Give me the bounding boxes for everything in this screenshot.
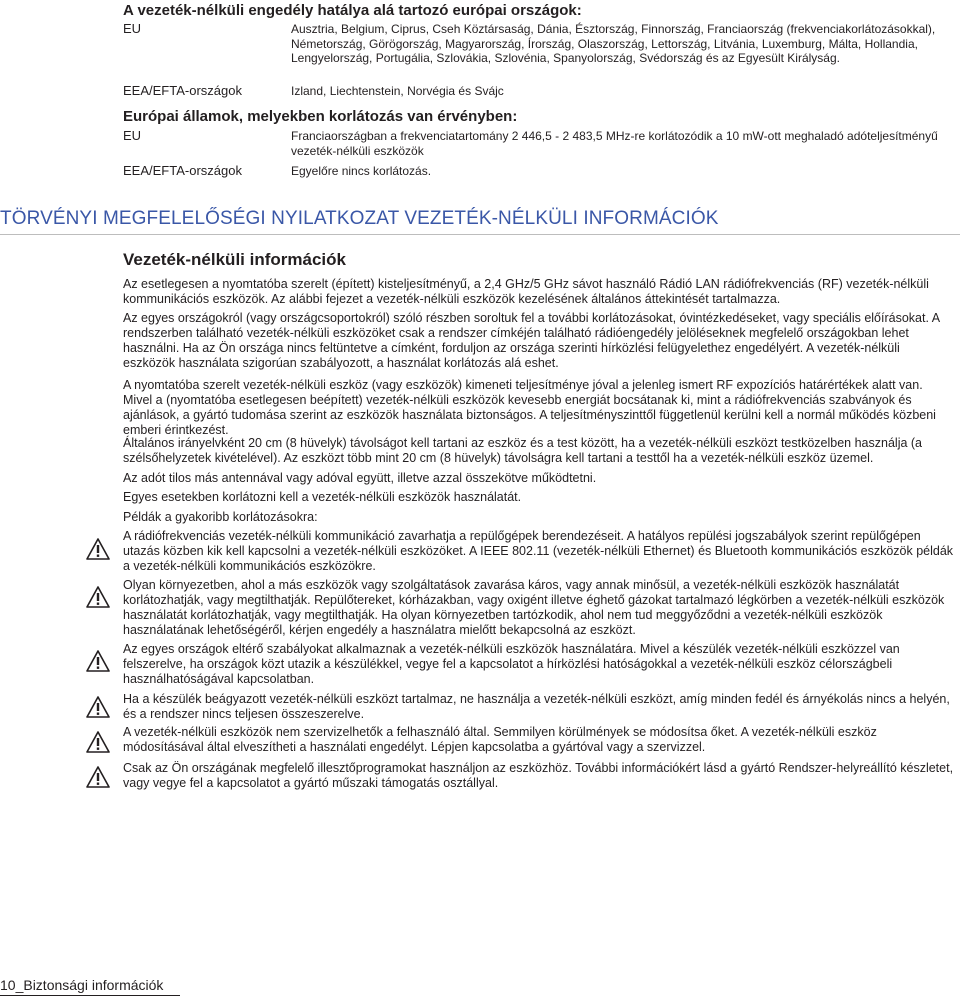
- section2-title: Európai államok, melyekben korlátozás van érvényben:: [123, 108, 518, 125]
- warning-icon: [86, 538, 110, 560]
- paragraph: A nyomtatóba szerelt vezeték-nélküli eszköz (vagy eszközök) kimeneti teljesítménye jóval a jelenleg ismert RF expozíciós határértékek alatt van. Mivel a (nyomtatóba esetlegesen beépített) vezeték-nélküli eszközök kevesebb energiát bocsátanak ki, mint a rádiófrekvenciás szabványok és ajánlások, a gyártó tudomása szerint az eszközök használata biztonságos. A teljesítményszinttől függetlenül kerülni kell a normál működés közbeni emberi érintkezést.: [123, 378, 936, 437]
- warning-text: Csak az Ön országának megfelelő illesztőprogramokat használjon az eszközhöz. További információkért lásd a gyártó Rendszer-helyreállító készletet, vagy vegye fel a kapcsolatot a gyártó műszaki támogatás osztállyal.: [123, 761, 954, 790]
- row-value: Franciaországban a frekvenciatartomány 2 446,5 - 2 483,5 MHz-re korlátozódik a 10 mW-ott meghaladó adóteljesítményű vezeték-nélküli eszközök: [291, 129, 938, 158]
- main-title: TÖRVÉNYI MEGFELELŐSÉGI NYILATKOZAT VEZETÉK-NÉLKÜLI INFORMÁCIÓK: [0, 208, 719, 229]
- row-key: EU: [123, 128, 142, 143]
- wireless-heading: Vezeték-nélküli információk: [123, 250, 346, 269]
- warning-icon: [86, 731, 110, 753]
- paragraph: Az esetlegesen a nyomtatóba szerelt (épített) kisteljesítményű, a 2,4 GHz/5 GHz sávot használó Rádió LAN rádiófrekvenciás (RF) vezeték-nélküli kommunikációs eszközök. Az alábbi fejezet a vezeték-nélküli eszközök kezelésének általános áttekintését tartalmazza.: [123, 277, 929, 306]
- warning-text: A rádiófrekvenciás vezeték-nélküli kommunikáció zavarhatja a repülőgépek berendezéseit. A hatályos repülési jogszabályok szerint repülőgépen utazás közben kik kell kapcsolni a vezeték-nélküli eszközöket. A IEEE 802.11 (vezeték-nélküli Ethernet) és Bluetooth kommunikációs eszközök példák a vezeték-nélküli kommunikációs eszközökre.: [123, 529, 954, 573]
- row-value: Ausztria, Belgium, Ciprus, Cseh Köztársaság, Dánia, Észtország, Finnország, Franciaország (frekvenciakorlátozásokkal), Németország, Görögország, Magyarország, Írország, Olaszország, Lettország, Litvánia, Luxemburg, Málta, Hollandia, Lengyelország, Portugália, Szlovákia, Szlovénia, Spanyolország, Svédország és az Egyesült Királyság.: [291, 22, 936, 65]
- paragraph: Az adót tilos más antennával vagy adóval együtt, illetve azzal összekötve működtetni.: [123, 471, 597, 485]
- warning-text: Ha a készülék beágyazott vezeték-nélküli eszközt tartalmaz, ne használja a vezeték-nélküli eszközt, amíg minden fedél és árnyékolás nincs a helyén, és a rendszer nincs teljesen összeszerelve.: [123, 692, 950, 721]
- title-divider: [0, 234, 960, 235]
- paragraph: Az egyes országokról (vagy országcsoportokról) szóló részben soroltuk fel a további korlátozásokat, óvintézkedéseket, vagy speciális előírásokat. A rendszerben található vezeték-nélküli eszközöket csak a rendszer címkéjén található rádióengedély jelöléseknek megfelelő országokban lehet használni. Ha az Ön országa nincs feltüntetve a címként, forduljon az országa szerinti hírközlési felügyelethez engedélyért. A vezeték-nélküli eszközök használata szigorúan szabályozott, a használat korlátozás alá eshet.: [123, 311, 940, 370]
- warning-icon: [86, 696, 110, 718]
- row-value: Egyelőre nincs korlátozás.: [291, 164, 432, 178]
- row-key: EU: [123, 21, 142, 36]
- paragraph: Egyes esetekben korlátozni kell a vezeték-nélküli eszközök használatát.: [123, 490, 522, 504]
- warning-text: Az egyes országok eltérő szabályokat alkalmaznak a vezeték-nélküli eszközök használatára. Mivel a készülék vezeték-nélküli eszközzel van felszerelve, ha országok közt utazik a készülékkel, vegye fel a kapcsolatot a hírközlési hatóságokkal a vezeték-nélküli eszköz célországbeli használhatóságával kapcsolatban.: [123, 642, 900, 686]
- row-key: EEA/EFTA-országok: [123, 83, 242, 98]
- paragraph: Általános irányelvként 20 cm (8 hüvelyk) távolságot kell tartani az eszköz és a test között, ha a vezeték-nélküli eszközt testközelben használja (a szélsőhelyzetek kivételével). Az eszközt több mint 20 cm (8 hüvelyk) távolságra kell tartani a testtől ha a vezeték-nélküli eszköz üzemel.: [123, 436, 923, 465]
- warning-icon: [86, 586, 110, 608]
- paragraph: Példák a gyakoribb korlátozásokra:: [123, 510, 318, 524]
- row-value: Izland, Liechtenstein, Norvégia és Svájc: [291, 84, 504, 98]
- page-footer: 10_Biztonsági információk: [0, 977, 164, 993]
- warning-text: A vezeték-nélküli eszközök nem szervizelhetők a felhasználó által. Semmilyen körülmények se módosítsa őket. A vezeték-nélküli eszköz módosításával által elveszítheti a használati engedélyt. Lépjen kapcsolatba a gyártóval vagy a szervizzel.: [123, 725, 877, 754]
- warning-icon: [86, 650, 110, 672]
- section1-title: A vezeték-nélküli engedély hatálya alá tartozó európai országok:: [123, 2, 582, 19]
- warning-icon: [86, 766, 110, 788]
- warning-text: Olyan környezetben, ahol a más eszközök vagy szolgáltatások zavarása káros, vagy annak minősül, a vezeték-nélküli eszközök használatát korlátozhatják, vagy megtilthatják. Repülőtereket, kórházakban, vagy oxigént illetve éghető gázokat tartalmazó légkörben a vezeték-nélküli eszközök használatát korlátozhatják, vagy megtilthatják. Ha olyan környezetben tartózkodik, ahol nem tud meggyőződni a vezeték-nélküli eszközök használatának lehetőségéről, kérjen engedély a használatra mielőtt bekapcsolná az eszközt.: [123, 578, 945, 637]
- row-key: EEA/EFTA-országok: [123, 163, 242, 178]
